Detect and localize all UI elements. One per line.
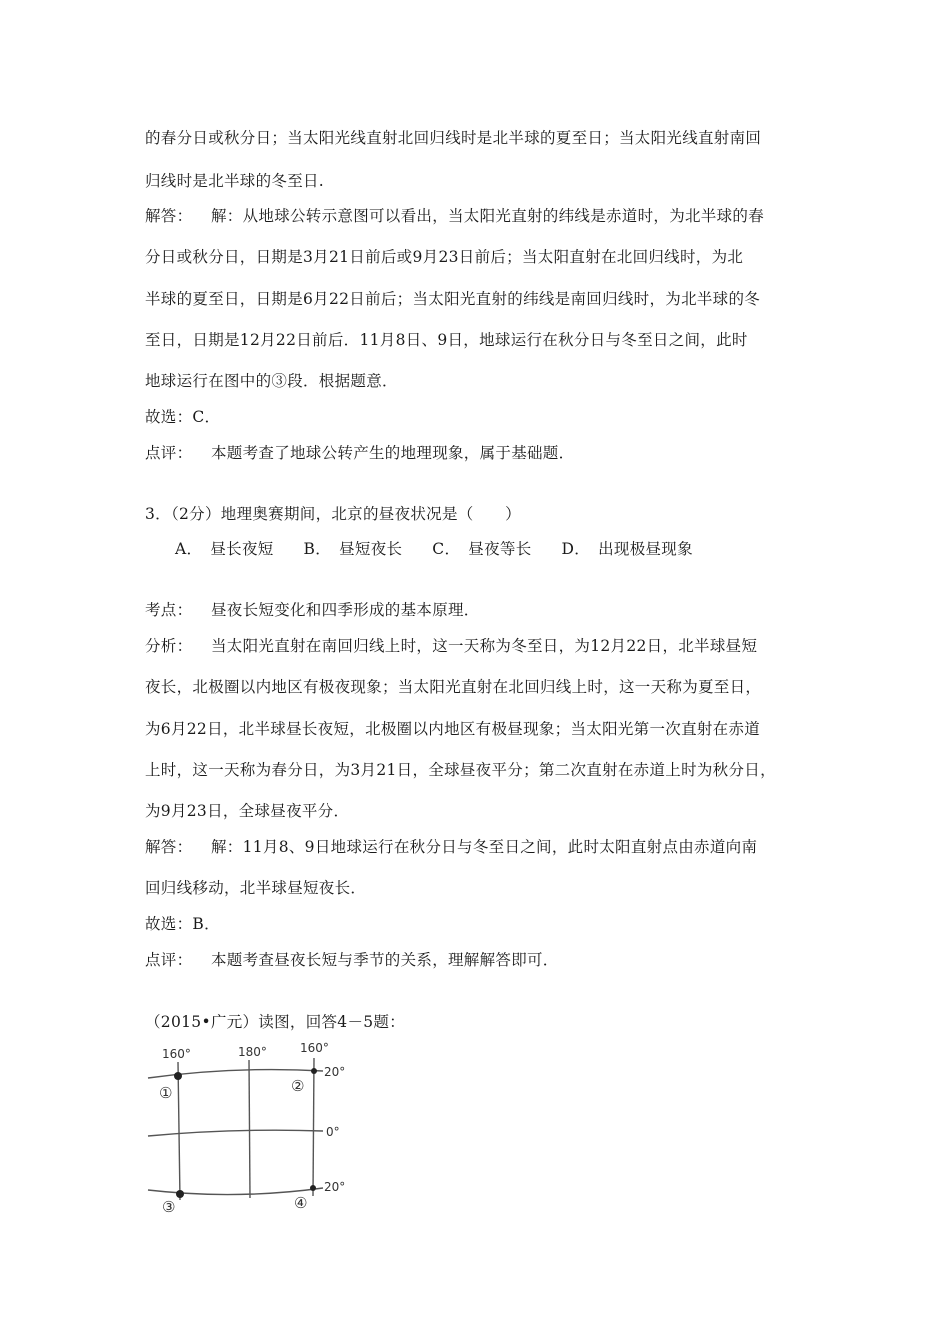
text-line: 为6月22日，北半球昼长夜短，北极圈以内地区有极昼现象；当太阳光第一次直射在赤道: [145, 720, 761, 738]
meridian-right: [313, 1058, 314, 1196]
text-line: 上时，这一天称为春分日，为3月21日，全球昼夜平分；第二次直射在赤道上时为秋分日，: [145, 761, 776, 779]
text-line: 夜长，北极圈以内地区有极夜现象；当太阳光直射在北回归线上时，这一天称为夏至日，: [145, 678, 762, 696]
lat-label-bottom: 20°: [324, 1180, 346, 1194]
text-line: 至日，日期是12月22日前后．11月8日、9日，地球运行在秋分日与冬至日之间，此时: [145, 331, 748, 349]
fenxi-line: [145, 634, 757, 656]
option-a: A． 昼长夜短: [175, 540, 274, 558]
point-2-label: ②: [291, 1077, 305, 1095]
option-b: B． 昼短夜长: [303, 540, 403, 558]
comment-text: 本题考查昼夜长短与季节的关系，理解解答即可．: [211, 951, 559, 969]
answer-text: 解：11月8、9日地球运行在秋分日与冬至日之间，此时太阳直射点由赤道向南: [211, 838, 758, 856]
answer-text: 解：从地球公转示意图可以看出，当太阳光直射的纬线是赤道时，为北半球的春: [211, 207, 765, 225]
lon-label-right: 160°: [300, 1041, 329, 1055]
meridian-mid: [249, 1060, 250, 1198]
point-3-dot: [176, 1190, 184, 1198]
point-1-label: ①: [159, 1084, 173, 1102]
comment-text: 本题考查了地球公转产生的地理现象，属于基础题．: [211, 444, 575, 462]
lat-label-top: 20°: [324, 1065, 346, 1079]
lat-label-equator: 0°: [326, 1125, 340, 1139]
graticule-figure: [140, 1040, 370, 1215]
kaodian-line: [145, 598, 480, 620]
comment-line: [145, 441, 574, 463]
kaodian-tag: 考点：: [145, 601, 193, 619]
question-stem: 3．（2分）地理奥赛期间，北京的昼夜状况是（ ）: [145, 505, 521, 523]
text-line: 的春分日或秋分日；当太阳光线直射北回归线时是北半球的夏至日；当太阳光线直射南回: [145, 129, 762, 147]
text-line: 为9月23日，全球昼夜平分．: [145, 802, 350, 820]
point-2-dot: [311, 1068, 317, 1074]
kaodian-text: 昼夜长短变化和四季形成的基本原理．: [211, 601, 480, 619]
choice-line: 故选：C．: [145, 408, 221, 426]
choice-line: 故选：B．: [145, 915, 220, 933]
lon-label-left: 160°: [162, 1047, 191, 1061]
option-c: C． 昼夜等长: [432, 540, 532, 558]
answer-line: [145, 835, 757, 857]
point-4-label: ④: [294, 1194, 308, 1212]
answer-tag: 解答：: [145, 207, 193, 225]
comment-tag: 点评：: [145, 444, 193, 462]
fenxi-tag: 分析：: [145, 637, 193, 655]
meridian-left: [178, 1062, 180, 1200]
point-4-dot: [310, 1185, 316, 1191]
text-line: 半球的夏至日，日期是6月22日前后；当太阳光直射的纬线是南回归线时，为北半球的冬: [145, 290, 761, 308]
answer-line: [145, 204, 764, 226]
text-line: 地球运行在图中的③段．根据题意．: [145, 372, 398, 390]
option-d: D． 出现极昼现象: [561, 540, 693, 558]
lon-label-mid: 180°: [238, 1045, 267, 1059]
text-line: 分日或秋分日，日期是3月21日前后或9月23日前后；当太阳直射在北回归线时，为北: [145, 248, 744, 266]
point-3-label: ③: [162, 1198, 176, 1215]
comment-line: [145, 948, 559, 970]
comment-tag: 点评：: [145, 951, 193, 969]
intro-line: （2015•广元）读图，回答4－5题：: [145, 1013, 406, 1031]
question-options: [175, 537, 723, 559]
text-line: 回归线移动，北半球昼短夜长．: [145, 879, 367, 897]
point-1-dot: [174, 1072, 182, 1080]
answer-tag: 解答：: [145, 838, 193, 856]
fenxi-text: 当太阳光直射在南回归线上时，这一天称为冬至日，为12月22日，北半球昼短: [211, 637, 758, 655]
text-line: 归线时是北半球的冬至日.: [145, 172, 325, 190]
latitude-line-equator: [148, 1130, 323, 1136]
